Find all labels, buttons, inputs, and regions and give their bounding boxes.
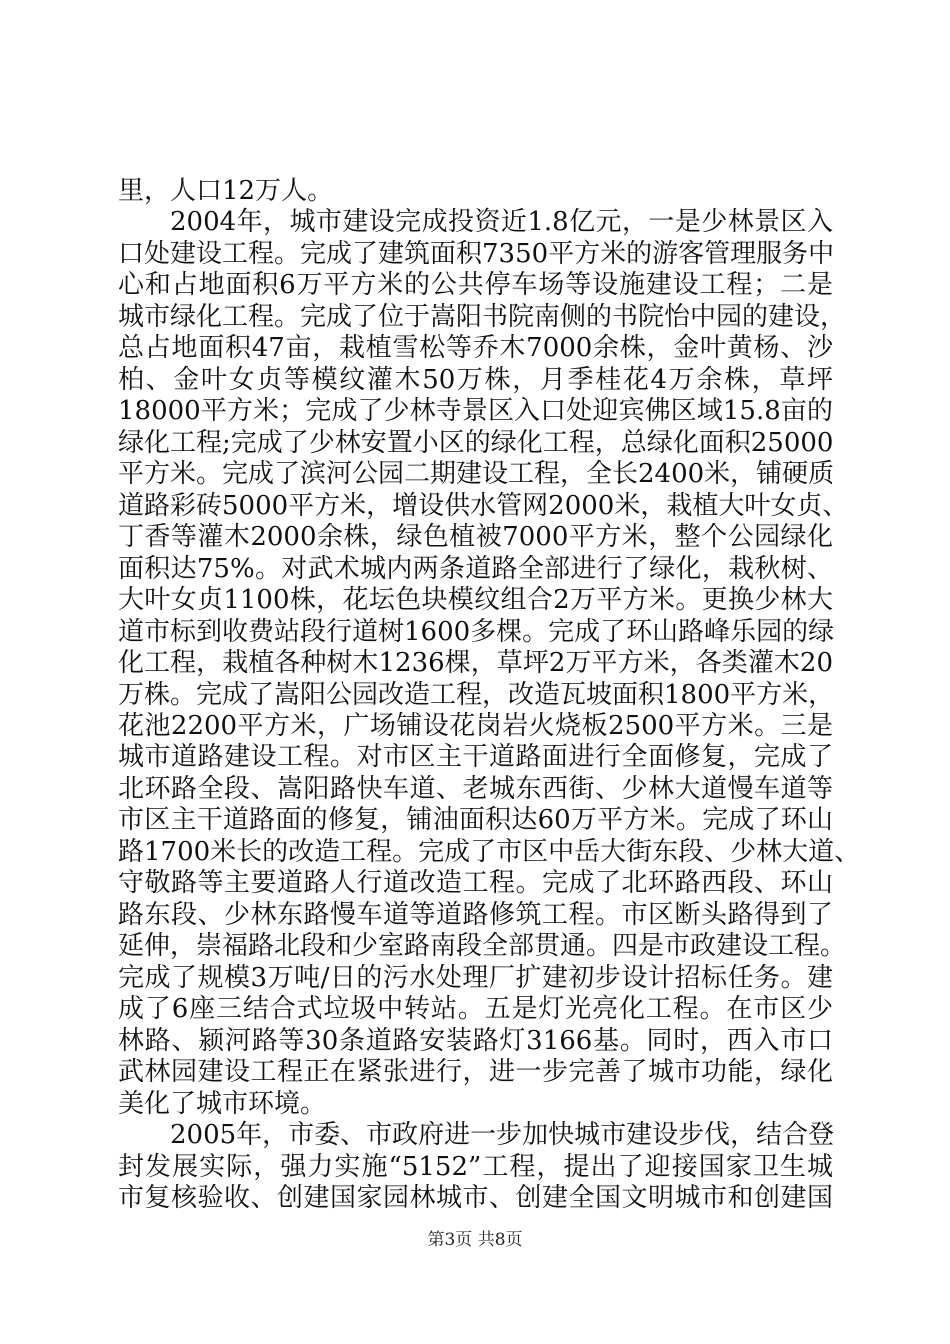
text-line: 武林园建设工程正在紧张进行，进一步完善了城市功能，绿化 (118, 1057, 833, 1087)
text-line: 封发展实际，强力实施“5152”工程，提出了迎接国家卫生城 (118, 1152, 833, 1182)
text-line: 平方米。完成了滨河公园二期建设工程，全长2400米，铺硬质 (118, 459, 835, 489)
text-line: 完成了规模3万吨/日的污水处理厂扩建初步设计招标任务。建 (118, 963, 833, 993)
text-line: 花池2200平方米，广场铺设花岗岩火烧板2500平方米。三是 (118, 711, 833, 741)
text-line: 路东段、少林东路慢车道等道路修筑工程。市区断头路得到了 (118, 900, 833, 930)
text-line: 万株。完成了嵩阳公园改造工程，改造瓦坡面积1800平方米， (118, 680, 835, 710)
text-line: 延伸，崇福路北段和少室路南段全部贯通。四是市政建设工程。 (118, 931, 847, 961)
text-line: 2005年，市委、市政府进一步加快城市建设步伐，结合登 (170, 1120, 835, 1150)
text-line: 总占地面积47亩，栽植雪松等乔木7000余株，金叶黄杨、沙 (118, 333, 833, 363)
text-line: 城市道路建设工程。对市区主干道路面进行全面修复，完成了 (118, 742, 833, 772)
text-line: 路1700米长的改造工程。完成了市区中岳大街东段、少林大道、 (118, 837, 861, 867)
text-line: 市复核验收、创建国家园林城市、创建全国文明城市和创建国 (118, 1183, 833, 1213)
text-line: 丁香等灌木2000余株，绿色植被7000平方米，整个公园绿化 (118, 522, 833, 552)
text-line: 2004年，城市建设完成投资近1.8亿元，一是少林景区入 (170, 207, 833, 237)
text-line: 市区主干道路面的修复，铺油面积达60万平方米。完成了环山 (118, 805, 833, 835)
text-line: 里，人口12万人。 (118, 176, 334, 206)
text-line: 面积达75%。对武术城内两条道路全部进行了绿化，栽秋树、 (118, 554, 833, 584)
text-line: 林路、颍河路等30条道路安装路灯3166基。同时，西入市口 (118, 1026, 833, 1056)
text-line: 绿化工程;完成了少林安置小区的绿化工程，总绿化面积25000 (118, 428, 834, 458)
text-line: 口处建设工程。完成了建筑面积7350平方米的游客管理服务中 (118, 239, 835, 269)
text-line: 18000平方米；完成了少林寺景区入口处迎宾佛区域15.8亩的 (118, 396, 833, 426)
text-line: 心和占地面积6万平方米的公共停车场等设施建设工程；二是 (118, 270, 833, 300)
text-line: 道路彩砖5000平方米，增设供水管网2000米，栽植大叶女贞、 (118, 491, 849, 521)
text-line: 柏、金叶女贞等模纹灌木50万株，月季桂花4万余株，草坪 (118, 365, 833, 395)
text-line: 守敬路等主要道路人行道改造工程。完成了北环路西段、环山 (118, 868, 833, 898)
text-line: 大叶女贞1100株，花坛色块模纹组合2万平方米。更换少林大 (118, 585, 833, 615)
text-line: 城市绿化工程。完成了位于嵩阳书院南侧的书院怡中园的建设， (118, 302, 847, 332)
text-line: 道市标到收费站段行道树1600多棵。完成了环山路峰乐园的绿 (118, 617, 835, 647)
text-line: 成了6座三结合式垃圾中转站。五是灯光亮化工程。在市区少 (118, 994, 833, 1024)
page-footer: 第3页 共8页 (427, 1230, 523, 1250)
text-line: 化工程，栽植各种树木1236棵，草坪2万平方米，各类灌木20 (118, 648, 833, 678)
text-line: 美化了城市环境。 (118, 1089, 327, 1119)
text-line: 北环路全段、嵩阳路快车道、老城东西街、少林大道慢车道等 (118, 774, 833, 804)
